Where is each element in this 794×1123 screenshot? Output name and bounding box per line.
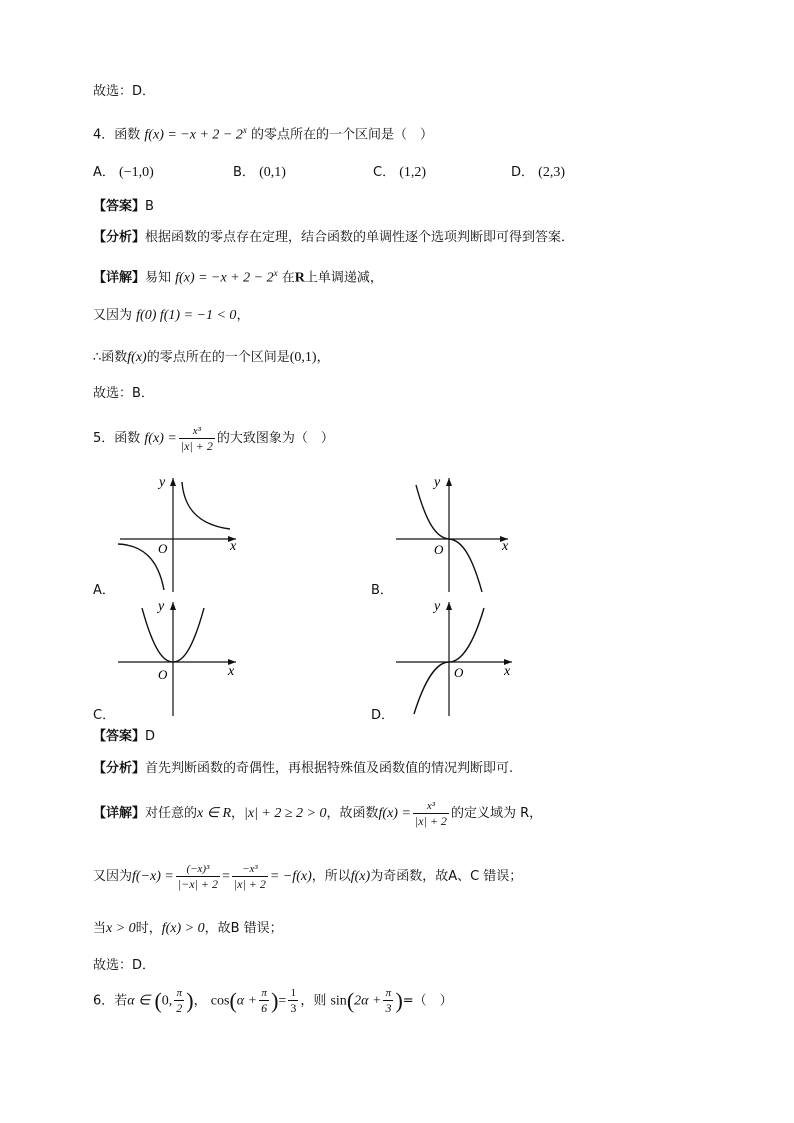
q5-fraction: $\frac{\text{x³}}{|x| + 2}$: [180, 424, 213, 453]
q4-analysis: 【分析】根据函数的零点存在定理，结合函数的单调性逐个选项判断即可得到答案．: [93, 230, 575, 245]
svg-text:x: x: [504, 664, 511, 679]
q4-choice: 故选：B．: [93, 386, 154, 401]
q5-answer: 【答案】D: [93, 729, 156, 744]
q4-answer: 【答案】B: [93, 199, 154, 214]
svg-text:y: y: [159, 475, 166, 490]
q4-option-d[interactable]: D． (2,3): [511, 165, 565, 180]
q3-choice: 故选：D．: [93, 84, 156, 99]
svg-text:O: O: [454, 665, 464, 680]
q5-stem: 5．函数 f(x) = $\frac{\text{x³}}{|x| + 2}$ 的大致图象为（ ）: [93, 424, 334, 453]
svg-text:x: x: [502, 539, 509, 554]
q5-option-d[interactable]: D．: [371, 708, 395, 723]
q4-option-b[interactable]: B． (0,1): [233, 165, 286, 180]
svg-text:O: O: [158, 667, 168, 682]
svg-text:y: y: [158, 599, 165, 614]
q5-analysis: 【分析】首先判断函数的奇偶性，再根据特殊值及函数值的情况判断即可.: [93, 761, 514, 776]
q5-graph-c[interactable]: [112, 596, 252, 721]
svg-text:y: y: [434, 599, 441, 614]
q5-detail-line2: 又因为f(−x) = $\frac{\text{(−x)³}}{|-x| + 2}$ = $\frac{\text{−x³}}{|x| + 2}$ = −f(x)，所以f(x)为奇函数，故A、C 错误；: [93, 862, 523, 891]
svg-text:O: O: [434, 542, 444, 557]
q5-graph-b[interactable]: [392, 470, 522, 595]
q4-option-a[interactable]: A． (−1,0): [93, 165, 154, 180]
q4-formula: f(x) = −x + 2 − 2: [144, 127, 243, 143]
q5-detail-line3: 当x > 0时，f(x) > 0，故B 错误；: [93, 921, 283, 936]
svg-text:x: x: [230, 539, 237, 554]
q5-graph-d[interactable]: [392, 596, 522, 721]
q4-detail-line3: ∴函数f(x)的零点所在的一个区间是(0,1)，: [93, 350, 330, 365]
q5-option-c[interactable]: C．: [93, 708, 116, 723]
q4-option-c[interactable]: C． (1,2): [373, 165, 427, 180]
q5-option-a[interactable]: A．: [93, 583, 115, 598]
q5-graph-a[interactable]: [112, 470, 252, 595]
q5-detail: 【详解】对任意的x ∈ R，|x| + 2 ≥ 2 > 0，故函数f(x) = $\frac{\text{x³}}{|x| + 2}$ 的定义域为 R，: [93, 799, 543, 828]
svg-text:O: O: [158, 541, 168, 556]
svg-text:x: x: [228, 664, 235, 679]
q4-detail: 【详解】易知 $f(x) = -x + 2 - 2^x$ 在R上单调递减，: [93, 268, 383, 286]
svg-text:y: y: [434, 475, 441, 490]
q5-option-b[interactable]: B．: [371, 583, 393, 598]
q4-stem: 4．函数 $f(x) = -x + 2 - 2^x$ 的零点所在的一个区间是（ ）: [93, 125, 434, 143]
q4-detail-line2: 又因为 f(0) f(1) = −1 < 0，: [93, 308, 250, 323]
q5-choice: 故选：D．: [93, 958, 156, 973]
q6-stem: 6．若α ∈ (0, $\frac{\pi}{2}$ )， cos(α + $\frac{\pi}{6}$ )= $\frac{1}{3}$ ，则 sin(2α + $\frac{\pi}{3}$ )=（ ）: [93, 987, 453, 1015]
